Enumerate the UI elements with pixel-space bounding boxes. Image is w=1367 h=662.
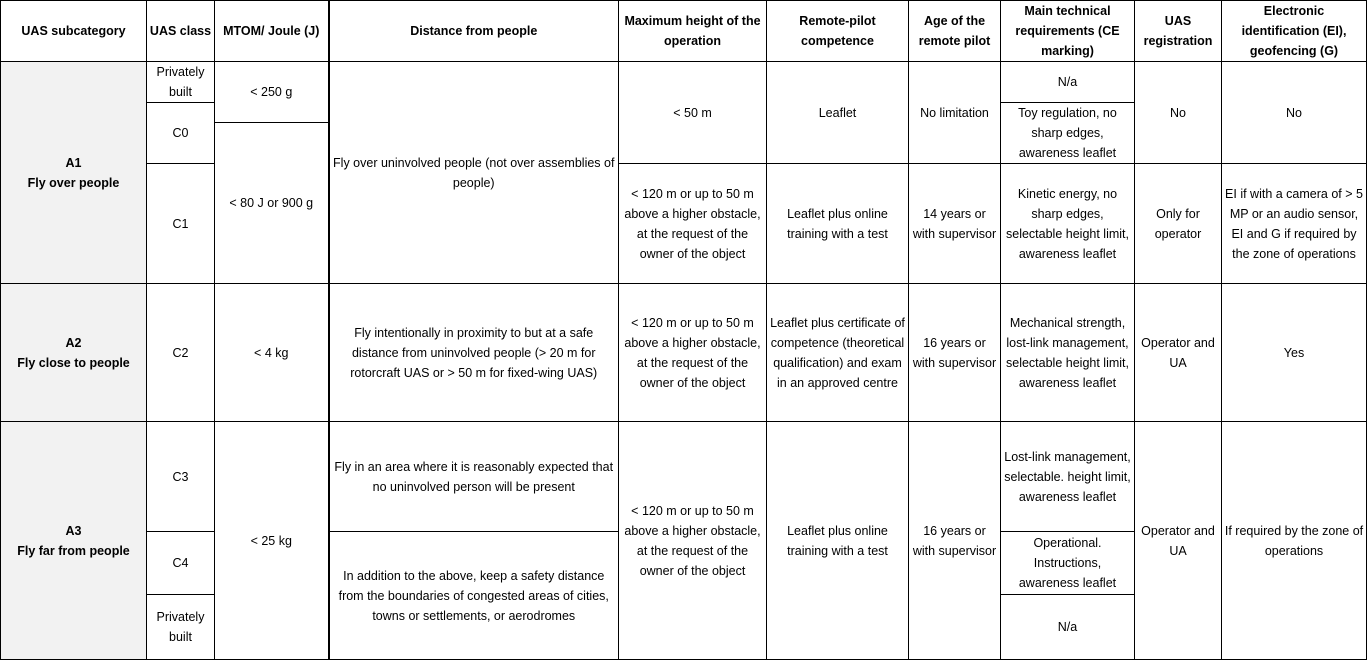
ei-cell: EI if with a camera of > 5 MP or an audio sensor, EI and G if required by the zone of operations	[1222, 164, 1367, 284]
header-competence: Remote-pilot competence	[767, 1, 909, 62]
competence-cell: Leaflet plus online training with a test	[767, 422, 909, 660]
age-cell: 16 years or with supervisor	[909, 284, 1001, 422]
header-ei-geofencing: Electronic identification (EI), geofencing (G)	[1222, 1, 1367, 62]
distance-cell: Fly intentionally in proximity to but at a safe distance from uninvolved people (> 20 m for rotorcraft UAS or > 50 m for fixed-wing UAS)	[329, 284, 619, 422]
class-c3: C3	[147, 422, 215, 532]
registration-cell: Operator and UA	[1135, 284, 1222, 422]
tech-cell: Mechanical strength, lost-link management, selectable height limit, awareness leaflet	[1001, 284, 1135, 422]
mtom-cell: < 250 g	[215, 62, 329, 123]
header-mtom: MTOM/ Joule (J)	[215, 1, 329, 62]
registration-cell: Operator and UA	[1135, 422, 1222, 660]
table-row	[1, 164, 1367, 284]
subcategory-a1	[1, 62, 147, 284]
subcategory-name: Fly far from people	[17, 543, 130, 558]
age-cell: No limitation	[909, 62, 1001, 164]
distance-cell: Fly in an area where it is reasonably expected that no uninvolved person will be present	[329, 422, 619, 532]
table-row	[1, 284, 1367, 422]
table-row	[1, 422, 1367, 532]
header-age: Age of the remote pilot	[909, 1, 1001, 62]
header-registration: UAS registration	[1135, 1, 1222, 62]
competence-cell: Leaflet plus online training with a test	[767, 164, 909, 284]
tech-cell: N/a	[1001, 62, 1135, 103]
class-c0: C0	[147, 103, 215, 164]
header-max-height: Maximum height of the operation	[619, 1, 767, 62]
competence-cell: Leaflet	[767, 62, 909, 164]
height-cell: < 120 m or up to 50 m above a higher obstacle, at the request of the owner of the object	[619, 422, 767, 660]
tech-cell: N/a	[1001, 595, 1135, 660]
class-c2: C2	[147, 284, 215, 422]
class-privately-built: Privately built	[147, 595, 215, 660]
subcategory-code: A3	[65, 523, 82, 538]
mtom-cell: < 4 kg	[215, 284, 329, 422]
ei-cell: Yes	[1222, 284, 1367, 422]
age-cell: 16 years or with supervisor	[909, 422, 1001, 660]
ei-cell: If required by the zone of operations	[1222, 422, 1367, 660]
height-cell: < 50 m	[619, 62, 767, 164]
registration-cell: Only for operator	[1135, 164, 1222, 284]
distance-cell: Fly over uninvolved people (not over assemblies of people)	[329, 62, 619, 284]
competence-cell: Leaflet plus certificate of competence (theoretical qualification) and exam in an approved centre	[767, 284, 909, 422]
table-row	[1, 62, 1367, 103]
class-c1: C1	[147, 164, 215, 284]
ei-cell: No	[1222, 62, 1367, 164]
subcategory-code: A1	[65, 155, 82, 170]
class-privately-built: Privately built	[147, 62, 215, 103]
subcategory-name: Fly over people	[27, 175, 120, 190]
subcategory-a3	[1, 422, 147, 660]
mtom-cell: < 80 J or 900 g	[215, 123, 329, 284]
header-tech-requirements: Main technical requirements (CE marking)	[1001, 1, 1135, 62]
header-row	[1, 1, 1367, 62]
height-cell: < 120 m or up to 50 m above a higher obstacle, at the request of the owner of the object	[619, 284, 767, 422]
class-c4: C4	[147, 532, 215, 595]
age-cell: 14 years or with supervisor	[909, 164, 1001, 284]
distance-cell: In addition to the above, keep a safety distance from the boundaries of congested areas of cities, towns or settlements, or aerodromes	[329, 532, 619, 660]
header-distance: Distance from people	[329, 1, 619, 62]
header-uas-class: UAS class	[147, 1, 215, 62]
subcategory-code: A2	[65, 335, 82, 350]
header-uas-subcategory: UAS subcategory	[1, 1, 147, 62]
height-cell: < 120 m or up to 50 m above a higher obstacle, at the request of the owner of the object	[619, 164, 767, 284]
subcategory-a2	[1, 284, 147, 422]
tech-cell: Toy regulation, no sharp edges, awareness leaflet	[1001, 103, 1135, 164]
tech-cell: Lost-link management, selectable. height limit, awareness leaflet	[1001, 422, 1135, 532]
registration-cell: No	[1135, 62, 1222, 164]
tech-cell: Kinetic energy, no sharp edges, selectable height limit, awareness leaflet	[1001, 164, 1135, 284]
mtom-cell: < 25 kg	[215, 422, 329, 660]
tech-cell: Operational. Instructions, awareness leaflet	[1001, 532, 1135, 595]
subcategory-name: Fly close to people	[17, 355, 130, 370]
